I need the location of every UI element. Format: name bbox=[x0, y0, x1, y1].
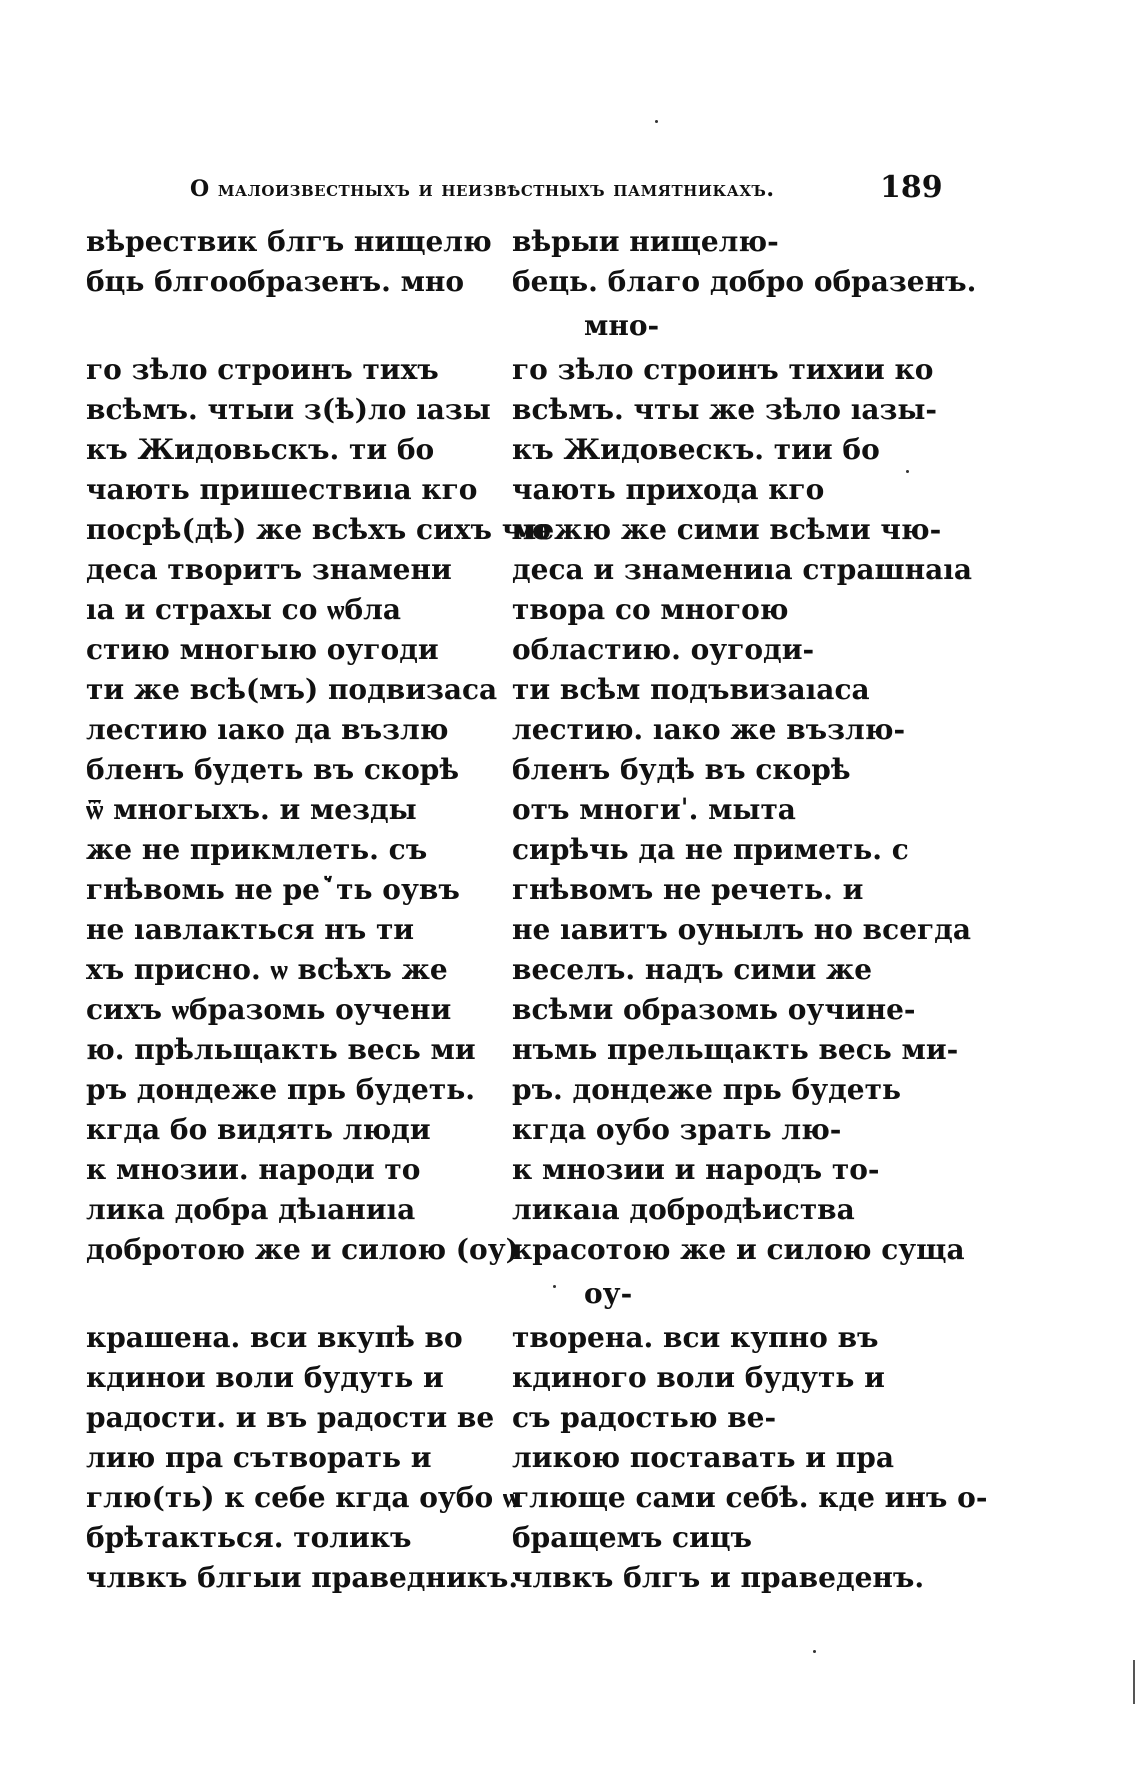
left-line: гнѣвомь не реꙿть оувъ bbox=[86, 873, 460, 906]
left-line: ръ дондеже прь будеть. bbox=[86, 1073, 475, 1106]
right-line: ти всѣм подъвизаıаса bbox=[512, 673, 870, 706]
left-line: не ıавлакться нъ ти bbox=[86, 913, 415, 946]
left-line: члвкъ блгыи праведникъ. bbox=[86, 1561, 519, 1594]
running-header-title: О малоизвестныхъ и неизвѣстныхъ памятникахъ. bbox=[190, 176, 775, 202]
right-line: бленъ будѣ въ скорѣ bbox=[512, 753, 851, 786]
print-speck bbox=[553, 1285, 556, 1288]
left-line: крашена. вси вкупѣ во bbox=[86, 1321, 463, 1354]
left-line: к мнозии. народи то bbox=[86, 1153, 421, 1186]
right-line: к мнозии и народъ то- bbox=[512, 1153, 880, 1186]
right-line: оу- bbox=[584, 1277, 633, 1310]
right-line: члвкъ блгъ и праведенъ. bbox=[512, 1561, 925, 1594]
left-line: посрѣ(дѣ) же всѣхъ сихъ чю bbox=[86, 513, 551, 546]
right-line: бращемъ сицъ bbox=[512, 1521, 753, 1554]
left-line: ю. прѣльщакть весь ми bbox=[86, 1033, 476, 1066]
left-line: лию пра сътворать и bbox=[86, 1441, 432, 1474]
left-line: бць блгообразенъ. мно bbox=[86, 265, 465, 298]
right-line: съ радостью ве- bbox=[512, 1401, 777, 1434]
print-speck bbox=[906, 470, 909, 473]
right-line: чають прихода кго bbox=[512, 473, 825, 506]
left-line: брѣтакться. толикъ bbox=[86, 1521, 412, 1554]
right-line: деса и знамениıа страшнаıа bbox=[512, 553, 972, 586]
left-line: всѣмъ. чтыи з(ѣ)ло ıазы bbox=[86, 393, 491, 426]
left-line: ѿ многыхъ. и мезды bbox=[86, 793, 417, 826]
right-line: красотою же и силою суща bbox=[512, 1233, 965, 1266]
print-speck bbox=[655, 120, 658, 123]
left-line: лика добра дѣıаниıа bbox=[86, 1193, 416, 1226]
right-line: всѣми образомь оучине- bbox=[512, 993, 916, 1026]
right-line: кдиного воли будуть и bbox=[512, 1361, 885, 1394]
left-line: вѣрествик блгъ нищелю bbox=[86, 225, 492, 258]
left-line: ти же всѣ(мъ) подвизаса bbox=[86, 673, 498, 706]
left-line: ıа и страхы со ѡбла bbox=[86, 593, 402, 626]
left-line: чають пришествиıа кго bbox=[86, 473, 478, 506]
left-line: лестию ıако да възлю bbox=[86, 713, 449, 746]
right-line: нъмь прельщакть весь ми- bbox=[512, 1033, 959, 1066]
left-line: добротою же и силою (оу) bbox=[86, 1233, 519, 1266]
right-line: лестию. ıако же възлю- bbox=[512, 713, 906, 746]
left-line: кгда бо видять люди bbox=[86, 1113, 431, 1146]
right-line: гнѣвомъ не речеть. и bbox=[512, 873, 864, 906]
left-line: бленъ будеть въ скорѣ bbox=[86, 753, 460, 786]
right-line: сирѣчь да не приметь. с bbox=[512, 833, 909, 866]
right-line: мно- bbox=[584, 309, 660, 342]
left-line: къ Жидовьскъ. ти бо bbox=[86, 433, 435, 466]
right-line: межю же сими всѣми чю- bbox=[512, 513, 942, 546]
right-line: веселъ. надъ сими же bbox=[512, 953, 873, 986]
left-line: радости. и въ радости ве bbox=[86, 1401, 495, 1434]
right-line: къ Жидовескъ. тии бо bbox=[512, 433, 880, 466]
left-line: го зѣло строинъ тихъ bbox=[86, 353, 439, 386]
right-line: не ıавитъ оунылъ но всегда bbox=[512, 913, 971, 946]
right-line: отъ многиˈ. мыта bbox=[512, 793, 796, 826]
scan-edge-mark bbox=[1133, 1660, 1135, 1704]
right-line: вѣрыи нищелю- bbox=[512, 225, 779, 258]
right-line: ликаıа добродѣиства bbox=[512, 1193, 855, 1226]
left-line: глю(ть) к себе кгда оубо ѡ bbox=[86, 1481, 521, 1514]
left-line: деса творитъ знамени bbox=[86, 553, 452, 586]
page-number: 189 bbox=[880, 170, 943, 205]
right-line: всѣмъ. чты же зѣло ıазы- bbox=[512, 393, 938, 426]
right-line: твора со многою bbox=[512, 593, 789, 626]
left-line: кдинои воли будуть и bbox=[86, 1361, 444, 1394]
right-line: творена. вси купно въ bbox=[512, 1321, 879, 1354]
right-line: го зѣло строинъ тихии ко bbox=[512, 353, 934, 386]
right-line: бець. благо добро образенъ. bbox=[512, 265, 977, 298]
left-line: хъ присно. ѡ всѣхъ же bbox=[86, 953, 448, 986]
right-line: глюще сами себѣ. кде инъ о- bbox=[512, 1481, 988, 1514]
right-line: областию. оугоди- bbox=[512, 633, 815, 666]
left-line: же не прикмлеть. съ bbox=[86, 833, 428, 866]
print-speck bbox=[813, 1650, 816, 1653]
right-line: ликою поставать и пра bbox=[512, 1441, 895, 1474]
right-line: ръ. дондеже прь будеть bbox=[512, 1073, 901, 1106]
left-line: стию многыю оугоди bbox=[86, 633, 439, 666]
left-line: сихъ ѡбразомь оучени bbox=[86, 993, 452, 1026]
right-line: кгда оубо зрать лю- bbox=[512, 1113, 842, 1146]
